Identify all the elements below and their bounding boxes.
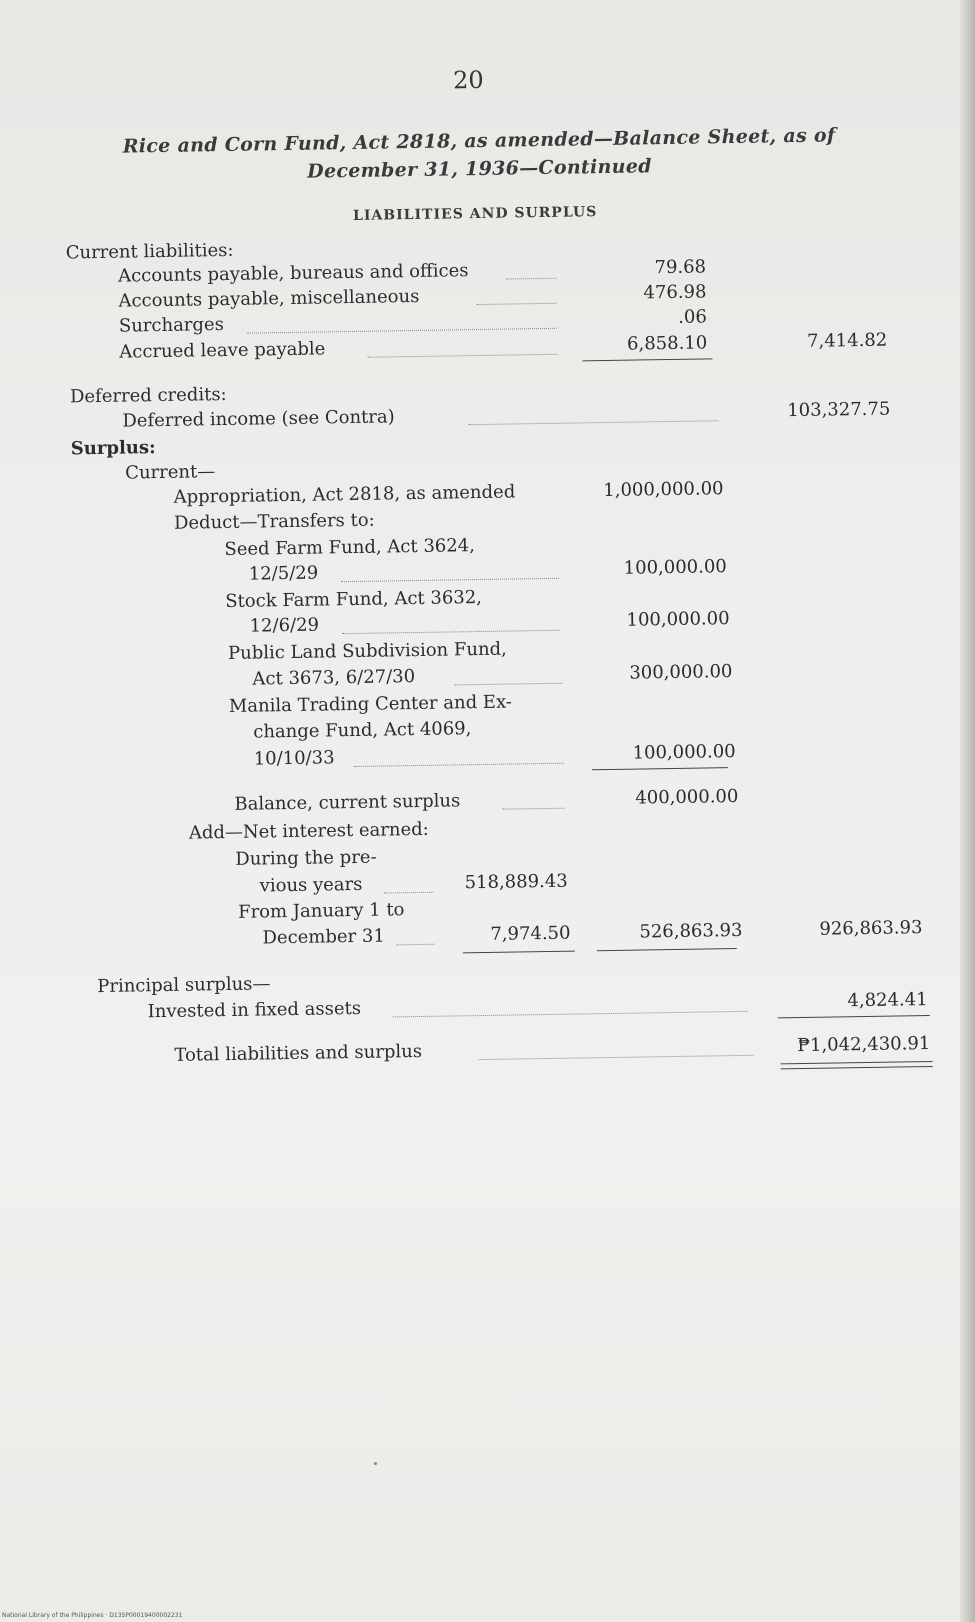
leader-dots	[455, 683, 563, 686]
amount: 518,889.43	[464, 870, 568, 894]
row-label: Appropriation, Act 2818, as amended	[173, 481, 516, 508]
leader-dots	[354, 763, 564, 767]
row-label: Total liabilities and surplus	[174, 1040, 423, 1066]
row-label: Surplus:	[70, 437, 156, 460]
amount: 476.98	[643, 281, 707, 304]
row-label: Manila Trading Center and Ex-	[228, 691, 513, 717]
row-label: Surcharges	[118, 314, 225, 337]
total-amount: 103,327.75	[787, 398, 891, 422]
amount: 400,000.00	[635, 785, 739, 809]
row-label: change Fund, Act 4069,	[253, 718, 472, 743]
amount: 300,000.00	[629, 661, 733, 684]
row-label: Deduct—Transfers to:	[173, 509, 375, 534]
row-label: From January 1 to	[237, 899, 405, 923]
amount: 100,000.00	[632, 741, 736, 764]
row-label: 12/5/29	[248, 562, 319, 585]
row-label: Public Land Subdivision Fund,	[227, 638, 507, 664]
row-label: During the pre-	[235, 846, 377, 870]
amount: 7,974.50	[490, 922, 571, 945]
amount: 100,000.00	[623, 556, 727, 579]
row-label: Stock Farm Fund, Act 3632,	[225, 586, 483, 613]
document-title-continued: December 31, 1936—Continued	[307, 155, 652, 183]
leader-dots	[468, 420, 718, 425]
row-label: Balance, current surplus	[234, 790, 461, 815]
leader-dots	[342, 630, 560, 634]
total-amount: 7,414.82	[806, 329, 888, 352]
section-heading: LIABILITIES AND SURPLUS	[352, 204, 598, 224]
row-label: Invested in fixed assets	[147, 997, 362, 1023]
row-label: Principal surplus—	[97, 973, 271, 998]
row-label: Accounts payable, miscellaneous	[118, 285, 420, 312]
row-label: Accrued leave payable	[119, 338, 326, 363]
row-label: Act 3673, 6/27/30	[252, 666, 416, 690]
scan-footer: National Library of the Philippines · D13SP00019400002231	[2, 1612, 183, 1619]
row-label: Current liabilities:	[65, 239, 234, 264]
leader-dots	[393, 1011, 748, 1018]
amount: 79.68	[654, 256, 707, 279]
row-label: 10/10/33	[253, 747, 335, 770]
row-label: vious years	[259, 873, 363, 897]
grand-total-amount: ₱1,042,430.91	[797, 1032, 931, 1057]
row-label: Current—	[125, 461, 216, 484]
amount: .06	[678, 306, 708, 328]
row-label: December 31	[262, 925, 385, 949]
total-amount: 926,863.93	[819, 917, 923, 940]
amount: 1,000,000.00	[603, 478, 724, 502]
row-label: Add—Net interest earned:	[188, 818, 429, 844]
document-title: Rice and Corn Fund, Act 2818, as amended—Balance Sheet, as of	[122, 124, 836, 158]
amount: 6,858.10	[626, 332, 708, 355]
amount: 526,863.93	[639, 919, 743, 943]
row-label: Deferred income (see Contra)	[122, 406, 395, 432]
row-label: Accounts payable, bureaus and offices	[117, 260, 469, 287]
leader-dots	[503, 808, 565, 810]
amount: 100,000.00	[626, 608, 730, 631]
row-label: Seed Farm Fund, Act 3624,	[224, 535, 476, 561]
row-label: 12/6/29	[249, 614, 320, 637]
leader-dots	[478, 1055, 753, 1060]
row-label: Deferred credits:	[69, 383, 227, 408]
leader-dots	[341, 578, 559, 582]
total-amount: 4,824.41	[847, 989, 928, 1012]
leader-dots	[247, 328, 557, 334]
scan-speck	[374, 1462, 377, 1465]
page-number: 20	[452, 65, 484, 95]
